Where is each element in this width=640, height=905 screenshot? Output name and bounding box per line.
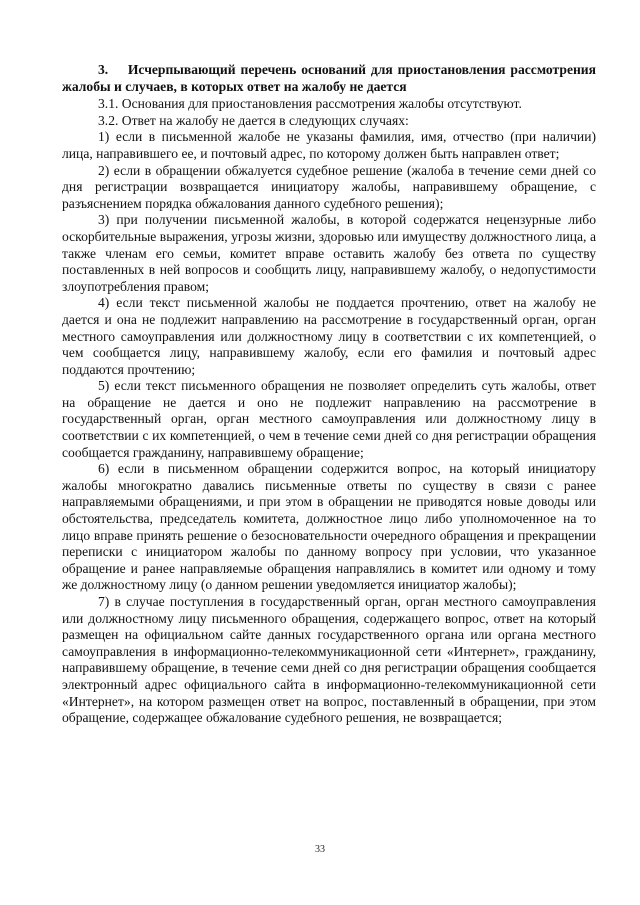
document-page (62, 62, 596, 727)
section-title: Исчерпывающий перечень оснований для приостановления рассмотрения жалобы и случаев, в которых ответ на жалобу не дается (62, 62, 596, 94)
list-item-1: 1) если в письменной жалобе не указаны фамилия, имя, отчество (при наличии) лица, направившего ее, и почтовый адрес, по которому должен быть направлен ответ; (62, 129, 596, 161)
paragraph-3-1: 3.1. Основания для приостановления рассмотрения жалобы отсутствуют. (98, 96, 522, 112)
list-item-7: 7) в случае поступления в государственный орган, орган местного самоуправления или должностному лицу письменного обращения, содержащего вопрос, ответ на который размещен на официальном сайте данных государственного органа или органа местного самоуправления в информационно-телекоммуникационной сети «Интернет», гражданину, направившему обращение, в течение семи дней со дня регистрации обращения сообщается электронный адрес официального сайта в информационно-телекоммуникационной сети «Интернет», на котором размещен ответ на вопрос, поставленный в обращении, при этом обращение, содержащее обжалование судебного решения, не возвращается; (62, 594, 596, 726)
list-item-3: 3) при получении письменной жалобы, в которой содержатся нецензурные либо оскорбительные выражения, угрозы жизни, здоровью или имуществу должностного лица, а также членам его семьи, комитет вправе оставить жалобу без ответа по существу поставленных в ней вопросов и сообщить лицу, направившему жалобу, о недопустимости злоупотребления правом; (62, 212, 596, 294)
section-number: 3. (98, 62, 109, 77)
paragraph-3-2: 3.2. Ответ на жалобу не дается в следующих случаях: (98, 112, 409, 128)
page-number: 33 (315, 844, 325, 855)
section-heading (62, 62, 596, 95)
list-item-5: 5) если текст письменного обращения не позволяет определить суть жалобы, ответ на обращение не дается и оно не подлежит направлению на рассмотрение в государственный орган, орган местного самоуправления или должностному лицу в соответствии с их компетенцией, о чем в течение семи дней со дня регистрации обращения сообщается гражданину, направившему обращение; (62, 378, 596, 460)
list-item-2: 2) если в обращении обжалуется судебное решение (жалоба в течение семи дней со дня регистрации возвращается инициатору жалобы, направившему обращение, с разъяснением порядка обжалования данного судебного решения); (62, 162, 596, 211)
list-item-4: 4) если текст письменной жалобы не поддается прочтению, ответ на жалобу не дается и она не подлежит направлению на рассмотрение в государственный орган, орган местного самоуправления или должностному лицу в соответствии с их компетенцией, о чем сообщается лицу, направившему жалобу, если его фамилия и почтовый адрес поддаются прочтению; (62, 295, 596, 377)
list-item-6: 6) если в письменном обращении содержится вопрос, на который инициатору жалобы многократно давались письменные ответы по существу в связи с ранее направляемыми обращениями, и при этом в обращении не приводятся новые доводы или обстоятельства, председатель комитета, должностное лицо либо уполномоченное на то лицо вправе принять решение о безосновательности очередного обращения и прекращении переписки с инициатором жалобы по данному вопросу при условии, что указанное обращение и ранее направляемые обращения направлялись в комитет или одному и тому же должностному лицу (о данном решении уведомляется инициатор жалобы); (62, 461, 596, 593)
